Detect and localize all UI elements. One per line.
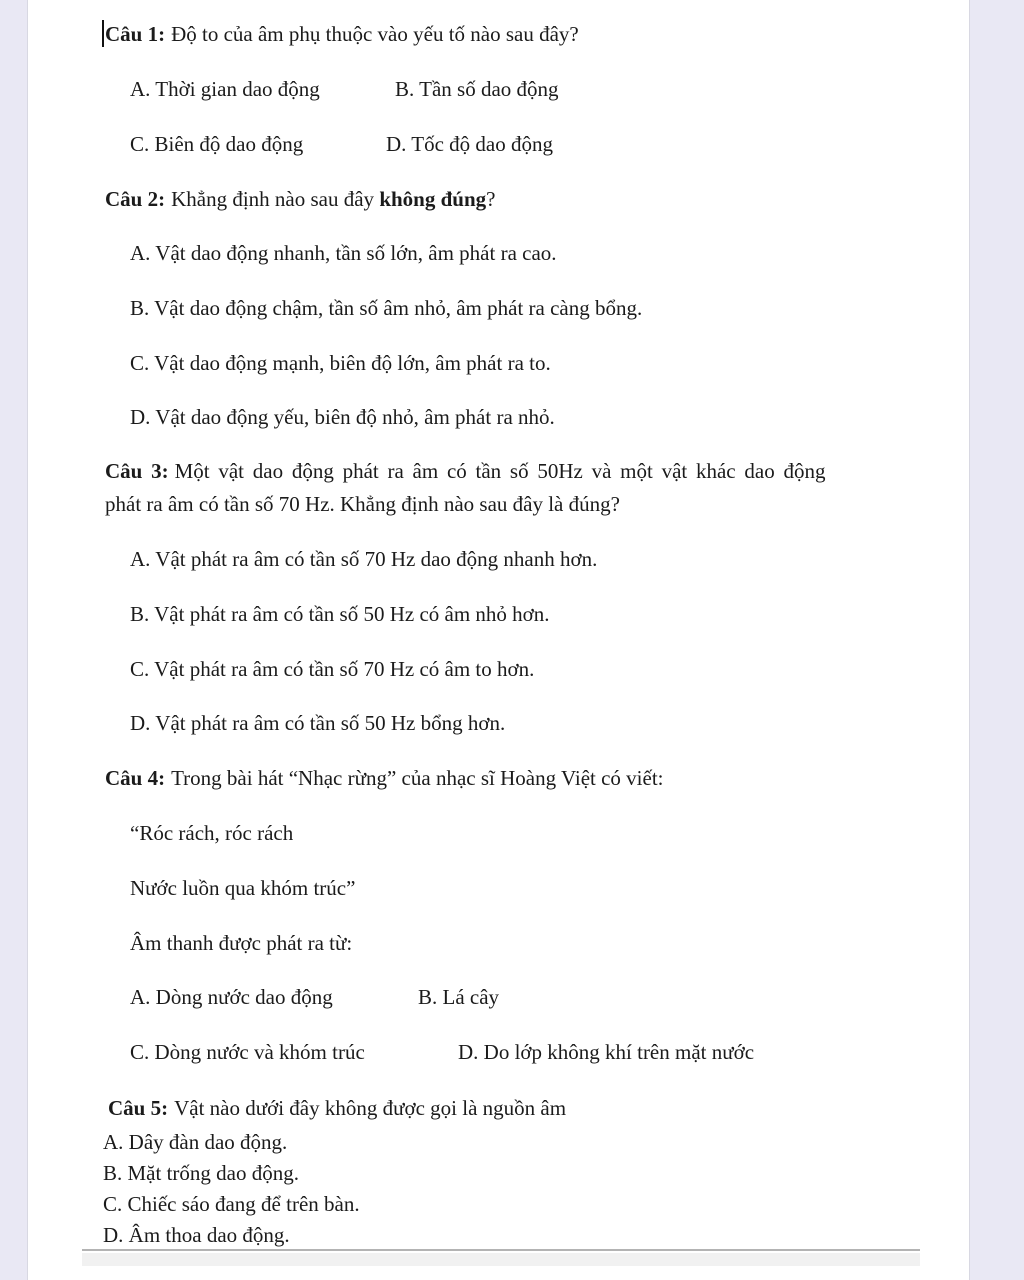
question-3-option-c: C. Vật phát ra âm có tần số 70 Hz có âm to hơn. <box>130 657 535 681</box>
question-1-option-c: C. Biên độ dao động <box>130 132 304 156</box>
question-2-text-bold: không đúng <box>379 187 487 211</box>
question-2-option-b: B. Vật dao động chậm, tần số âm nhỏ, âm phát ra càng bổng. <box>130 296 643 320</box>
question-1-label: Câu 1: <box>105 22 166 46</box>
text-cursor <box>102 20 104 47</box>
question-2-text-before: Khẳng định nào sau đây <box>171 187 380 211</box>
question-2-option-c: C. Vật dao động mạnh, biên độ lớn, âm phát ra to. <box>130 351 551 375</box>
question-1-prompt <box>105 21 579 47</box>
question-2-label: Câu 2: <box>105 187 166 211</box>
question-4-option-b: B. Lá cây <box>418 985 500 1009</box>
question-1-option-b: B. Tần số dao động <box>395 77 559 101</box>
question-2-prompt <box>105 186 495 212</box>
question-3-text-line-1: Một vật dao động phát ra âm có tần số 50Hz và một vật khác dao động <box>174 459 826 483</box>
question-5-option-d: D. Âm thoa dao động. <box>103 1223 290 1247</box>
question-3-option-b: B. Vật phát ra âm có tần số 50 Hz có âm nhỏ hơn. <box>130 602 550 626</box>
question-4-option-c: C. Dòng nước và khóm trúc <box>130 1040 365 1064</box>
question-2-option-a: A. Vật dao động nhanh, tần số lớn, âm phát ra cao. <box>130 241 557 265</box>
question-5-label: Câu 5: <box>108 1096 169 1120</box>
question-3-label: Câu 3: <box>105 459 169 483</box>
question-4-verse-line-1: “Róc rách, róc rách <box>130 821 294 845</box>
question-1-text: Độ to của âm phụ thuộc vào yếu tố nào sau đây? <box>171 22 579 46</box>
question-5-option-c: C. Chiếc sáo đang để trên bàn. <box>103 1192 360 1216</box>
question-2-text-after: ? <box>486 187 496 211</box>
question-4-prompt <box>105 765 664 791</box>
question-3-prompt-line-2: phát ra âm có tần số 70 Hz. Khẳng định nào sau đây là đúng? <box>105 492 620 516</box>
page-bottom-divider <box>82 1249 920 1251</box>
question-5-option-b: B. Mặt trống dao động. <box>103 1161 299 1185</box>
question-4-label: Câu 4: <box>105 766 166 790</box>
question-1-option-d: D. Tốc độ dao động <box>386 132 554 156</box>
question-4-option-d: D. Do lớp không khí trên mặt nước <box>458 1040 755 1064</box>
question-5-prompt <box>108 1095 566 1121</box>
page-bottom-strip <box>82 1253 920 1266</box>
question-3-option-a: A. Vật phát ra âm có tần số 70 Hz dao động nhanh hơn. <box>130 547 598 571</box>
document-page[interactable] <box>27 0 970 1280</box>
question-4-option-a: A. Dòng nước dao động <box>130 985 333 1009</box>
question-5-text: Vật nào dưới đây không được gọi là nguồn âm <box>174 1096 567 1120</box>
question-2-option-d: D. Vật dao động yếu, biên độ nhỏ, âm phát ra nhỏ. <box>130 405 555 429</box>
question-5-option-a: A. Dây đàn dao động. <box>103 1130 288 1154</box>
question-4-text: Trong bài hát “Nhạc rừng” của nhạc sĩ Hoàng Việt có viết: <box>171 766 664 790</box>
question-4-verse-line-2: Nước luồn qua khóm trúc” <box>130 876 356 900</box>
question-1-option-a: A. Thời gian dao động <box>130 77 320 101</box>
question-3-option-d: D. Vật phát ra âm có tần số 50 Hz bổng hơn. <box>130 711 506 735</box>
question-4-sub-prompt: Âm thanh được phát ra từ: <box>130 931 353 955</box>
question-3-prompt-line-1 <box>105 458 825 484</box>
